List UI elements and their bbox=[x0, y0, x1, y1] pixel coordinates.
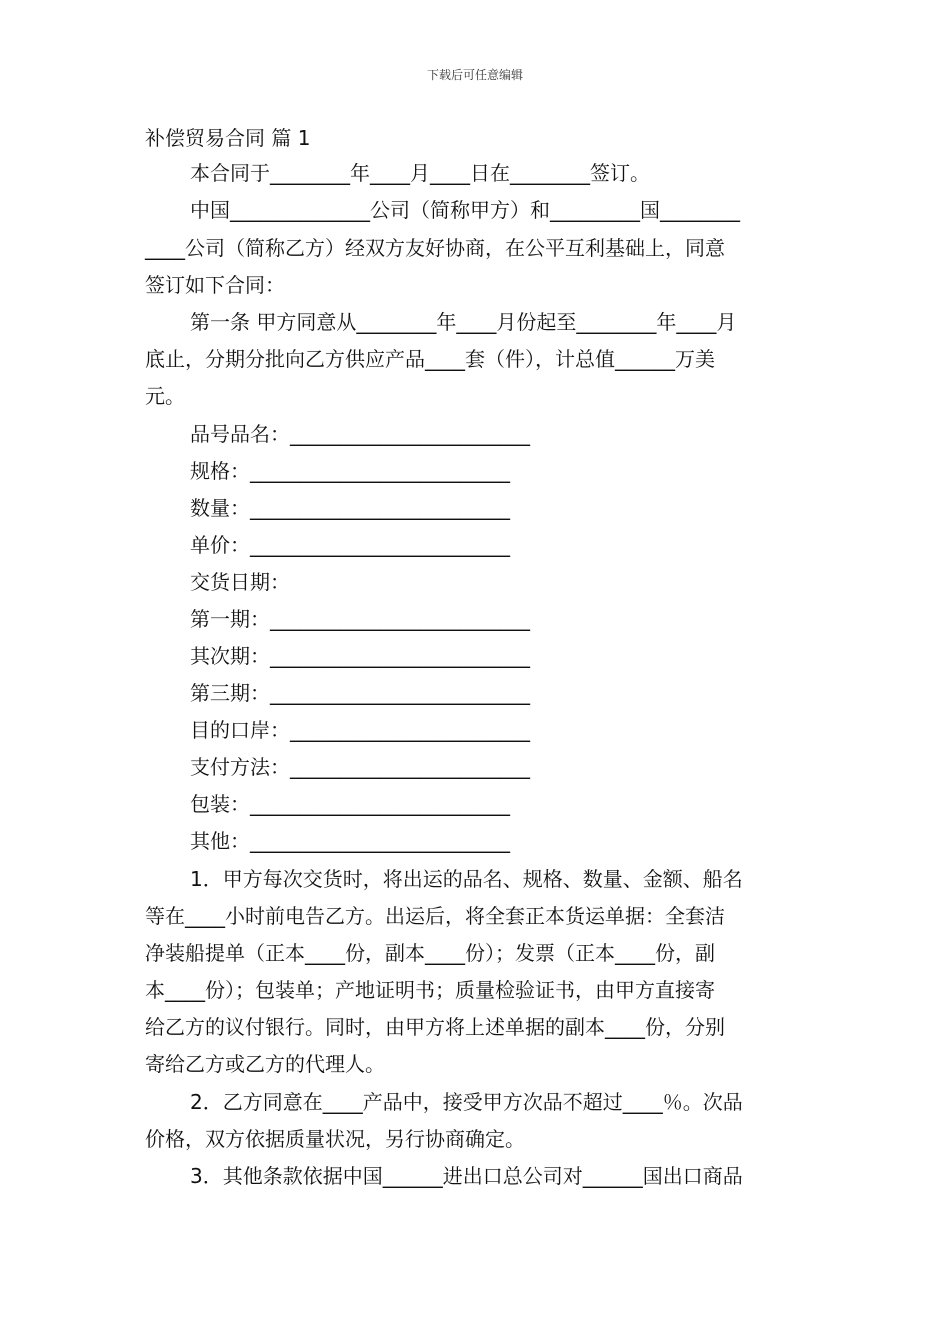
paragraph-line: 元。 bbox=[145, 384, 185, 408]
paragraph-line: 给乙方的议付银行。同时，由甲方将上述单据的副本____份，分别 bbox=[145, 1015, 725, 1039]
page-header: 下载后可任意编辑 bbox=[426, 68, 523, 82]
form-field-packaging: 包装：__________________________ bbox=[190, 792, 510, 816]
paragraph-line: 净装船提单（正本____份，副本____份）；发票（正本____份，副 bbox=[145, 941, 715, 965]
paragraph-line: 2．乙方同意在____产品中，接受甲方次品不超过____％。次品 bbox=[190, 1090, 743, 1114]
paragraph-line: 本____份）；包装单；产地证明书；质量检验证书，由甲方直接寄 bbox=[145, 978, 715, 1002]
form-field-destination-port: 目的口岸：________________________ bbox=[190, 718, 530, 742]
paragraph-line: ____公司（简称乙方）经双方友好协商，在公平互利基础上，同意 bbox=[145, 236, 725, 260]
paragraph-line: 中国______________公司（简称甲方）和_________国________ bbox=[190, 198, 740, 222]
form-field-quantity: 数量：__________________________ bbox=[190, 496, 510, 520]
paragraph-line: 1．甲方每次交货时，将出运的品名、规格、数量、金额、船名 bbox=[190, 867, 743, 891]
form-field-phase-2: 其次期：__________________________ bbox=[190, 644, 530, 668]
form-field-unit-price: 单价：__________________________ bbox=[190, 533, 510, 557]
document-title: 补偿贸易合同 篇 1 bbox=[145, 126, 311, 150]
form-field-other: 其他：__________________________ bbox=[190, 829, 510, 853]
paragraph-line: 寄给乙方或乙方的代理人。 bbox=[145, 1052, 385, 1076]
paragraph-line: 第一条 甲方同意从________年____月份起至________年____月 bbox=[190, 310, 737, 334]
form-field-spec: 规格：__________________________ bbox=[190, 459, 510, 483]
paragraph-line: 价格，双方依据质量状况，另行协商确定。 bbox=[145, 1127, 525, 1151]
paragraph-line: 底止，分期分批向乙方供应产品____套（件），计总值______万美 bbox=[145, 347, 715, 371]
paragraph-line: 3．其他条款依据中国______进出口总公司对______国出口商品 bbox=[190, 1164, 743, 1188]
form-field-product-name: 品号品名：________________________ bbox=[190, 422, 530, 446]
form-field-phase-1: 第一期：__________________________ bbox=[190, 607, 530, 631]
paragraph-line: 等在____小时前电告乙方。出运后，将全套正本货运单据：全套洁 bbox=[145, 904, 725, 928]
paragraph-line: 本合同于________年____月____日在________签订。 bbox=[190, 161, 650, 185]
form-field-payment-method: 支付方法：________________________ bbox=[190, 755, 530, 779]
form-field-phase-3: 第三期：__________________________ bbox=[190, 681, 530, 705]
paragraph-line: 签订如下合同： bbox=[145, 273, 285, 297]
delivery-date-heading: 交货日期： bbox=[190, 570, 290, 594]
